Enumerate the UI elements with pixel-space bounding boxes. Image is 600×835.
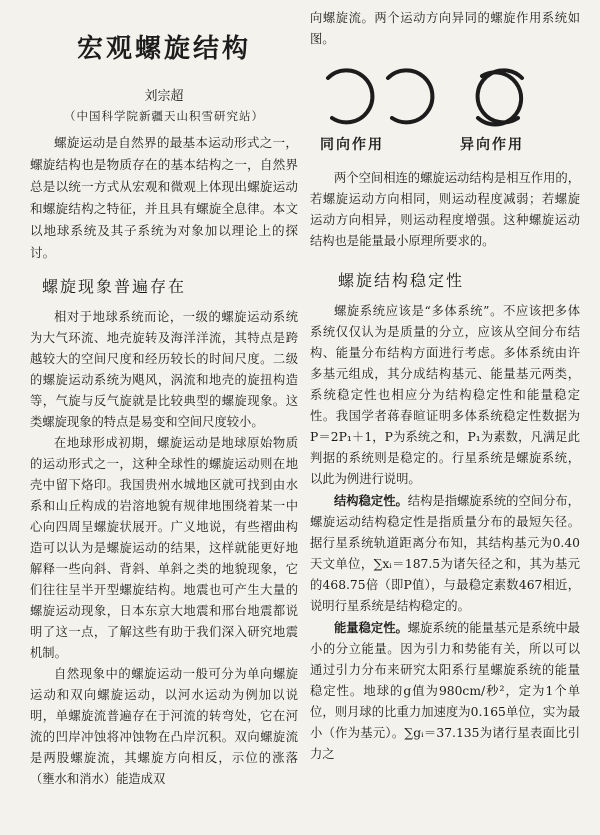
paragraph-body: 螺旋系统的能量基元是系统中最小的分立能量。因为引力和势能有关，所以可以通过引力分布来研究太阳系行星螺旋系统的能量稳定性。地球的g值为980cm/秒²，定为1个单位，则月球的比重力加速度为0.165单位，实为最小（作为基元）。∑gᵢ＝37.135为诸行星表面比引力之 [310,621,580,761]
left-column [30,0,298,790]
paragraph-energy-stability [310,617,580,765]
section-heading-stability: 螺旋结构稳定性 [338,271,465,290]
figure-label-same-direction: 同向作用 [320,137,384,153]
article-title: 宏观螺旋结构 [76,34,251,64]
paragraph: 在地球形成初期，螺旋运动是地球原始物质的运动形式之一，这种全球性的螺旋运动则在地壳中留下烙印。我国贵州水城地区就可找到由水系和山丘构成的岩溶地貌有规律地围绕着某一中心向四周呈螺旋状展开。广义地说，有些褶曲构造可以认为是螺旋运动的结果，这样就能更好地解释一些向斜、背斜、单斜之类的地貌现象，它们往往呈半开型螺旋结构。地震也可产生大量的螺旋运动现象，日本东京大地震和邢台地震都说明了这一点，了解这些有助于我们深入研究地震机制。 [30,436,298,660]
paragraph: 向螺旋流。两个运动方向异同的螺旋作用系统如图。 [310,11,580,46]
figure-label-opposite-direction: 异向作用 [460,137,524,153]
article-affiliation: （中国科学院新疆天山积雪研究站） [64,109,264,123]
right-column [310,0,580,765]
section-heading-spiral-phenomena: 螺旋现象普遍存在 [42,277,187,296]
paragraph-structure-stability [310,490,580,617]
spiral-diagram-icon [310,56,580,136]
abstract: 螺旋运动是自然界的最基本运动形式之一，螺旋结构也是物质存在的基本结构之一，自然界总是以统一方式从宏观和微观上体现出螺旋运动和螺旋结构之特征，并且具有螺旋全息律。本文以地球系统及其子系统为对象加以理论上的探讨。 [30,135,298,260]
run-in-heading: 结构稳定性。 [334,493,408,508]
article-author: 刘宗超 [144,89,184,104]
paragraph-body: 结构是指螺旋系统的空间分布，螺旋运动结构稳定性是指质量分布的最短矢径。据行星系统轨道距离分布知，其结构基元为0.40天文单位，∑xᵢ＝187.5为诸矢径之和，其为基元的468.75倍（即P值），与最稳定素数467相近，说明行星系统是结构稳定的。 [310,494,580,613]
paragraph: 两个空间相连的螺旋运动结构是相互作用的，若螺旋运动方向相同，则运动程度减弱；若螺旋运动方向相异，则运动程度增强。这种螺旋运动结构也是能量最小原理所要求的。 [310,171,580,248]
paragraph: 自然现象中的螺旋运动一般可分为单向螺旋运动和双向螺旋运动，以河水运动为例加以说明，单螺旋流普遍存在于河流的转弯处，它在河流的凹岸冲蚀将冲蚀物在凸岸沉积。双向螺旋流是两股螺旋流，其螺旋方向相反，示位的涨落（壅水和消水）能造成双 [30,667,298,786]
paragraph: 相对于地球系统而论，一级的螺旋运动系统为大气环流、地壳旋转及海洋洋流，其特点是跨越较大的空间尺度和经历较长的时间尺度。二级的螺旋运动系统为飓风，涡流和地壳的旋扭构造等，气旋与反气旋就是比较典型的螺旋现象。这类螺旋现象的特点是易变和空间尺度较小。 [30,310,298,429]
run-in-heading: 能量稳定性。 [334,620,408,635]
spiral-interaction-figure [310,56,580,168]
paragraph: 螺旋系统应该是“多体系统”。不应该把多体系统仅仅认为是质量的分立，应该从空间分布结构、能量分布结构方面进行考虑。多体系统由许多基元组成，其分成结构基元、能量基元两类，系统稳定性也相应分为结构稳定性和能量稳定性。我国学者蒋春暄证明多体系统稳定性数据为 P＝2P₁＋1，P为系统之和，P₁为素数，凡满足此判据的系统则是稳定的。行星系统是螺旋系统，以此为例进行说明。 [310,304,580,486]
